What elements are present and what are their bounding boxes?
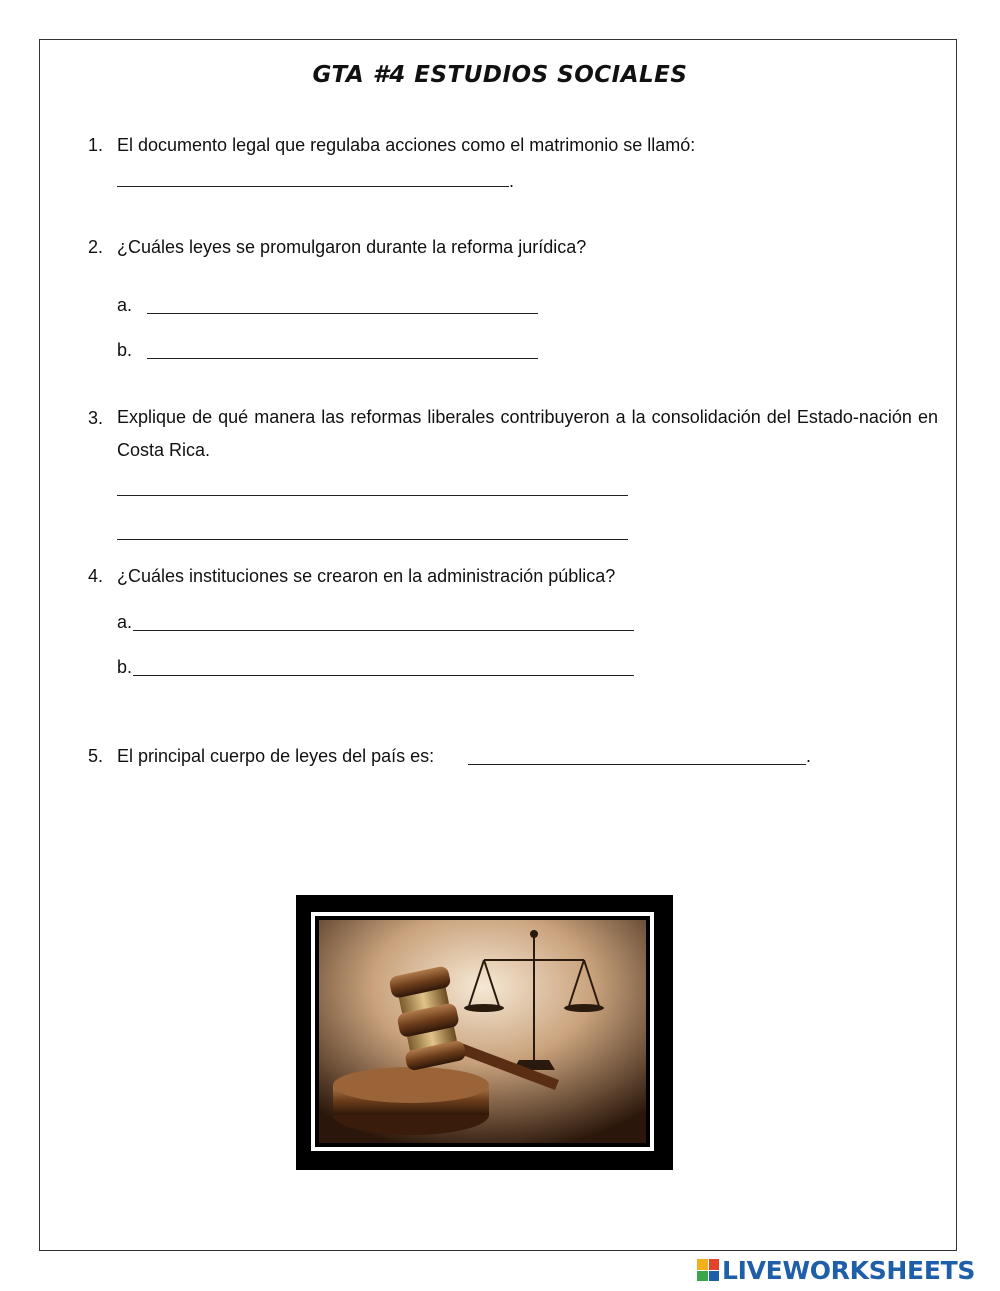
question-2-answer-line-b[interactable] <box>147 358 538 359</box>
question-4-number: 4. <box>88 566 104 586</box>
question-2-item-a-label: a. <box>117 295 133 315</box>
question-5-answer-line[interactable] <box>468 764 806 765</box>
question-5-period: . <box>806 746 812 766</box>
question-4-answer-line-a[interactable] <box>133 630 634 631</box>
question-3-text: Explique de qué manera las reformas liberales contribuyeron a la consolidación del Estado-nación en Costa Rica. <box>117 407 938 460</box>
question-3-number: 3. <box>88 408 104 428</box>
worksheet-title: GTA #4 ESTUDIOS SOCIALES <box>312 62 688 88</box>
liveworksheets-logo <box>697 1256 975 1284</box>
question-4-text: ¿Cuáles instituciones se crearon en la administración pública? <box>117 566 616 586</box>
question-5-number: 5. <box>88 746 104 766</box>
gavel-and-scales-icon <box>319 920 646 1143</box>
question-4-item-b-label: b. <box>117 657 133 677</box>
question-1-answer-line[interactable] <box>117 186 509 187</box>
question-3-answer-line-1[interactable] <box>117 495 628 496</box>
question-2-text: ¿Cuáles leyes se promulgaron durante la reforma jurídica? <box>117 237 587 257</box>
gavel-picture-frame <box>296 895 673 1170</box>
question-1-period: . <box>509 171 515 191</box>
question-4-item-a-label: a. <box>117 612 133 632</box>
question-4-answer-line-b[interactable] <box>133 675 634 676</box>
liveworksheets-logo-icon <box>697 1259 719 1281</box>
question-5-text: El principal cuerpo de leyes del país es: <box>117 746 435 766</box>
question-2-number: 2. <box>88 237 104 257</box>
question-1-text: El documento legal que regulaba acciones como el matrimonio se llamó: <box>117 135 696 155</box>
question-3-answer-line-2[interactable] <box>117 539 628 540</box>
question-1-number: 1. <box>88 135 104 155</box>
question-2-item-b-label: b. <box>117 340 133 360</box>
liveworksheets-brand-text: LIVEWORKSHEETS <box>722 1255 976 1285</box>
question-2-answer-line-a[interactable] <box>147 313 538 314</box>
